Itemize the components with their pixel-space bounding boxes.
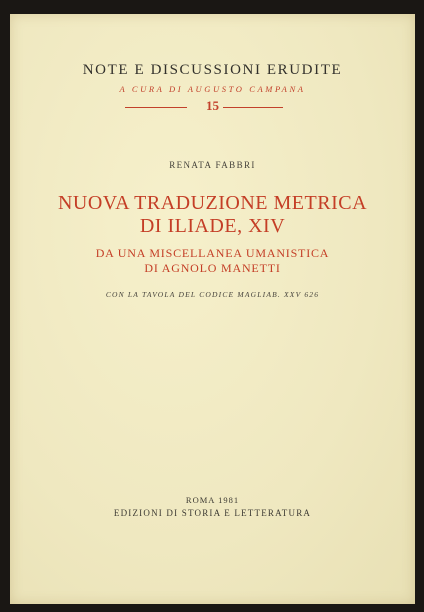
title-line-1: NUOVA TRADUZIONE METRICA [57,192,368,214]
series-title: NOTE E DISCUSSIONI ERUDITE [82,62,343,78]
codex-note: CON LA TAVOLA DEL CODICE MAGLIAB. XXV 626 [105,290,320,299]
book-subtitle [10,246,415,276]
imprint-place-year: ROMA 1981 [185,495,240,505]
book-cover [10,14,415,604]
series-editor: A CURA DI AUGUSTO CAMPANA [119,84,306,94]
title-line-2: DI ILIADE, XIV [139,215,286,237]
book-title [10,192,415,238]
series-number: 15 [206,98,219,113]
subtitle-line-1: DA UNA MISCELLANEA UMANISTICA [95,246,330,260]
rule-right [223,107,283,108]
imprint-publisher: EDIZIONI DI STORIA E LETTERATURA [113,508,312,518]
subtitle-line-2: DI AGNOLO MANETTI [144,261,281,275]
series-number-row [10,98,415,118]
author-name: RENATA FABBRI [169,160,256,170]
